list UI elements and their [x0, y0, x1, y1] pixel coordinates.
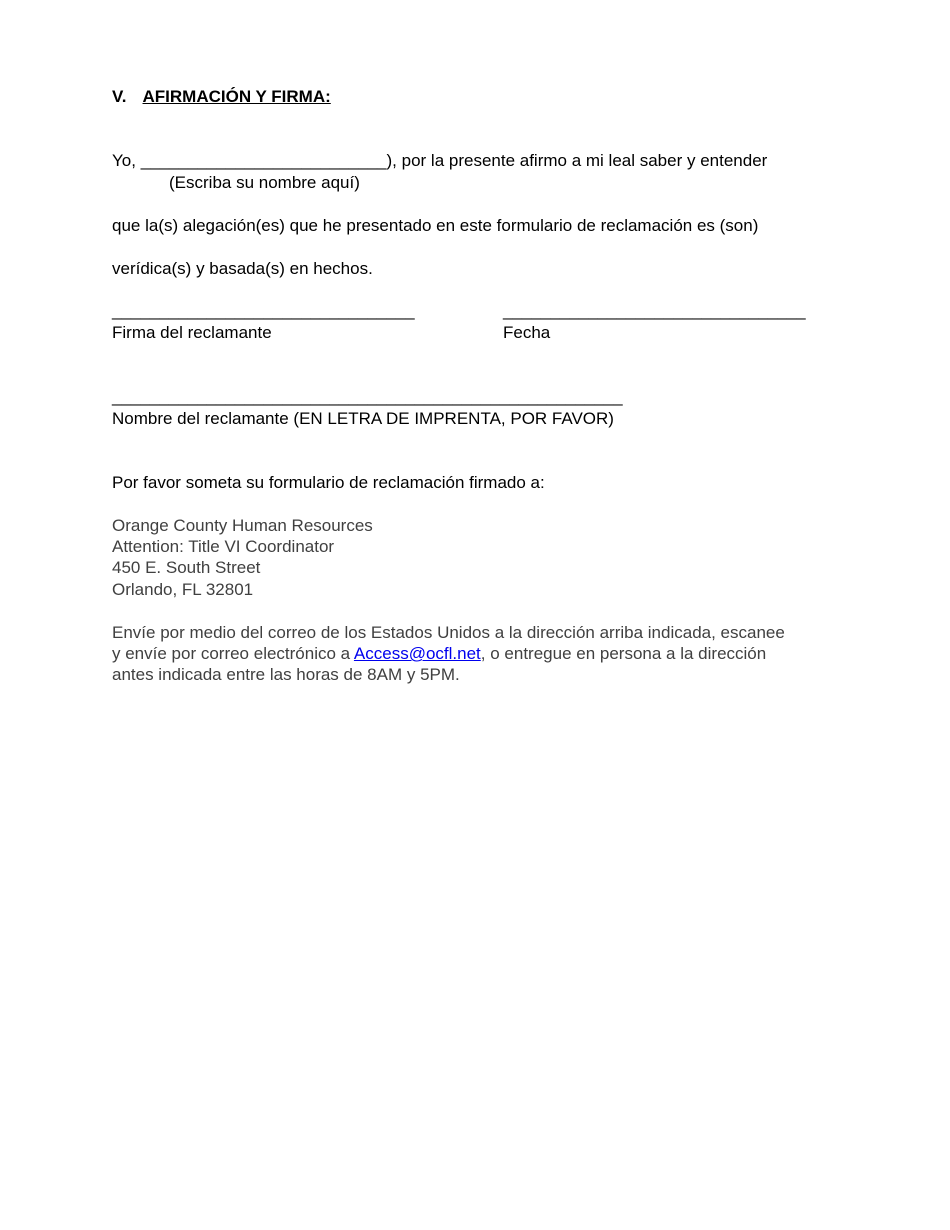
affirmation-suffix: ), por la presente afirmo a mi leal saber y entender — [386, 151, 768, 170]
delivery-line-2-prefix: y envíe por correo electrónico a — [112, 644, 354, 663]
email-link[interactable]: Access@ocfl.net — [353, 644, 481, 663]
address-line-1: Orange County Human Resources — [112, 516, 373, 535]
address-line-2: Attention: Title VI Coordinator — [112, 537, 335, 556]
address-line-4: Orlando, FL 32801 — [112, 580, 254, 599]
section-number: V. — [112, 87, 127, 106]
delivery-line-3: antes indicada entre las horas de 8AM y 5PM. — [112, 665, 460, 684]
section-title: AFIRMACIÓN Y FIRMA: — [142, 87, 331, 106]
date-blank[interactable]: ________________________________ — [503, 301, 806, 320]
delivery-line-2 — [112, 645, 766, 662]
signature-label: Firma del reclamante — [112, 323, 272, 342]
submit-instruction: Por favor someta su formulario de reclamación firmado a: — [112, 473, 545, 492]
affirmation-line-3: verídica(s) y basada(s) en hechos. — [112, 259, 373, 278]
affirmation-line-2: que la(s) alegación(es) que he presentado en este formulario de reclamación es (son) — [112, 216, 759, 235]
printed-name-label: Nombre del reclamante (EN LETRA DE IMPRENTA, POR FAVOR) — [112, 409, 614, 428]
name-blank[interactable]: __________________________ — [140, 151, 387, 170]
printed-name-blank[interactable]: ______________________________________________________ — [112, 387, 623, 406]
affirmation-prefix: Yo, — [112, 151, 141, 170]
section-heading — [112, 88, 331, 105]
signature-blank[interactable]: ________________________________ — [112, 301, 415, 320]
delivery-line-2-suffix: , o entregue en persona a la dirección — [480, 644, 767, 663]
delivery-line-1: Envíe por medio del correo de los Estados Unidos a la dirección arriba indicada, escanee — [112, 623, 785, 642]
name-hint: (Escriba su nombre aquí) — [169, 173, 360, 192]
affirmation-line-1 — [112, 152, 767, 169]
address-line-3: 450 E. South Street — [112, 558, 261, 577]
date-label: Fecha — [503, 323, 551, 342]
